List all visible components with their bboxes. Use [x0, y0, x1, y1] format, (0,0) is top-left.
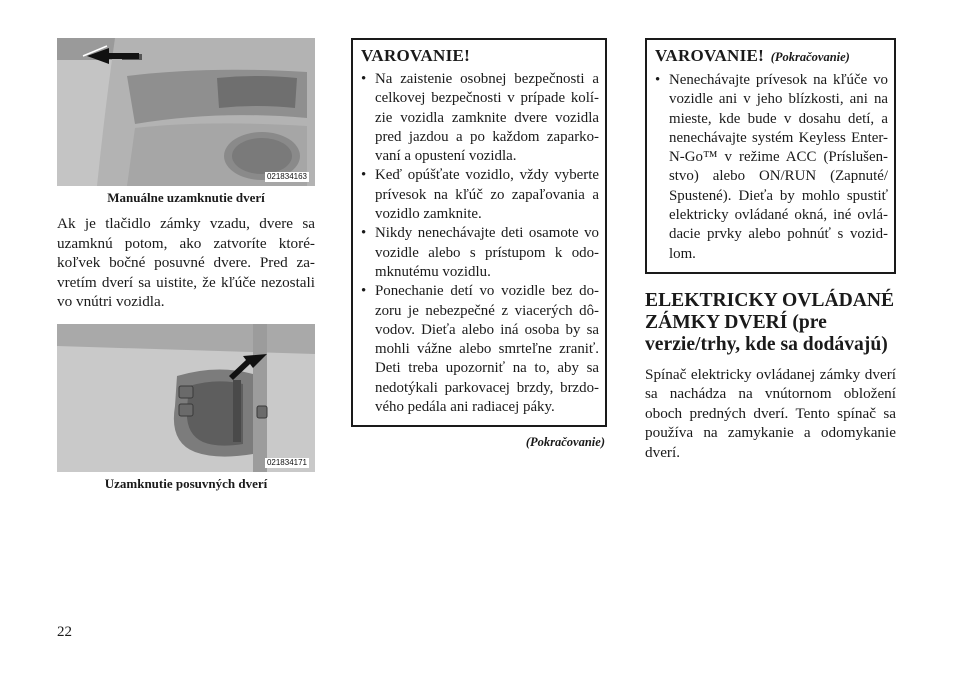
section-paragraph: Spínač elektricky ovládanej zámky dverí sa nachádza na vnútornom obložení oboch predných dverí. Tento spínač sa používa na zamykanie a odomykanie dverí.	[645, 365, 896, 461]
figure-caption: Uzamknutie posuvných dverí	[104, 475, 268, 491]
section-heading: ELEKTRICKY OVLÁDANÉ ZÁMKY DVERÍ (pre verzie/trhy, kde sa dodávajú)	[645, 289, 895, 355]
manual-lock-photo	[57, 38, 315, 186]
warning-item: • Nikdy nenechávajte deti osamote vo vozidle alebo s prístupom k odo-mknutému vozidlu.	[361, 224, 599, 282]
warning-title: VAROVANIE!	[361, 46, 471, 65]
warning-title	[655, 46, 888, 67]
warning-continued-label: (Pokračovanie)	[770, 50, 850, 64]
warning-box	[351, 38, 607, 427]
warning-list	[655, 71, 888, 264]
warning-item: • Ponechanie detí vo vozidle bez do-zoru je nebezpečné z viacerých dô-vodov. Dieťa alebo iná osoba by sa mohli vážne alebo smrteľne zraniť. Deti treba upozorniť na to, aby sa nedotýkali parkovacej brzdy, brzdo-vého pedála ani radiacej páky.	[361, 282, 599, 417]
warning-item: • Keď opúšťate vozidlo, vždy vyberte prívesok na kľúč zo zapaľovania a vozidlo zamknite.	[361, 166, 599, 224]
photo-id-label: 021834171	[266, 457, 307, 467]
body-paragraph: Ak je tlačidlo zámky vzadu, dvere sa uzamknú potom, ako zatvoríte ktoré-koľvek bočné posuvné dvere. Pred za-vretím dverí sa uistite, že kľúče nezostali vo vnútri vozidla.	[57, 215, 315, 310]
warning-item: • Nenechávajte prívesok na kľúče vo vozidle ani v jeho blízkosti, ani na mieste, kde bude v dosahu detí, a nenechávajte systém Keyless Enter-N-Go™ v režime ACC (Príslušen-stvo) alebo ON/RUN (Zapnuté/ Spustené). Dieťa by mohlo spustiť elektricky ovládané okná, iné ovlá-dacie prvky alebo pohnúť s vozid-lom.	[655, 71, 888, 264]
right-column	[645, 38, 896, 462]
continued-note: (Pokračovanie)	[525, 435, 605, 450]
left-column	[57, 38, 315, 492]
warning-box	[645, 38, 896, 274]
warning-list	[361, 70, 599, 417]
warning-item: • Na zaistenie osobnej bezpečnosti a celkovej bezpečnosti v prípade kolí-zie vozidla zamknite dvere vozidla pred jazdou a po každom zaparko-vaní a opustení vozidla.	[361, 70, 599, 166]
sliding-door-lock-photo	[57, 324, 315, 472]
page-number: 22	[57, 624, 72, 640]
warning-title-text: VAROVANIE!	[655, 46, 765, 65]
photo-id-label: 021834163	[266, 172, 307, 181]
middle-column	[351, 38, 607, 450]
figure-caption: Manuálne uzamknutie dverí	[107, 190, 265, 205]
